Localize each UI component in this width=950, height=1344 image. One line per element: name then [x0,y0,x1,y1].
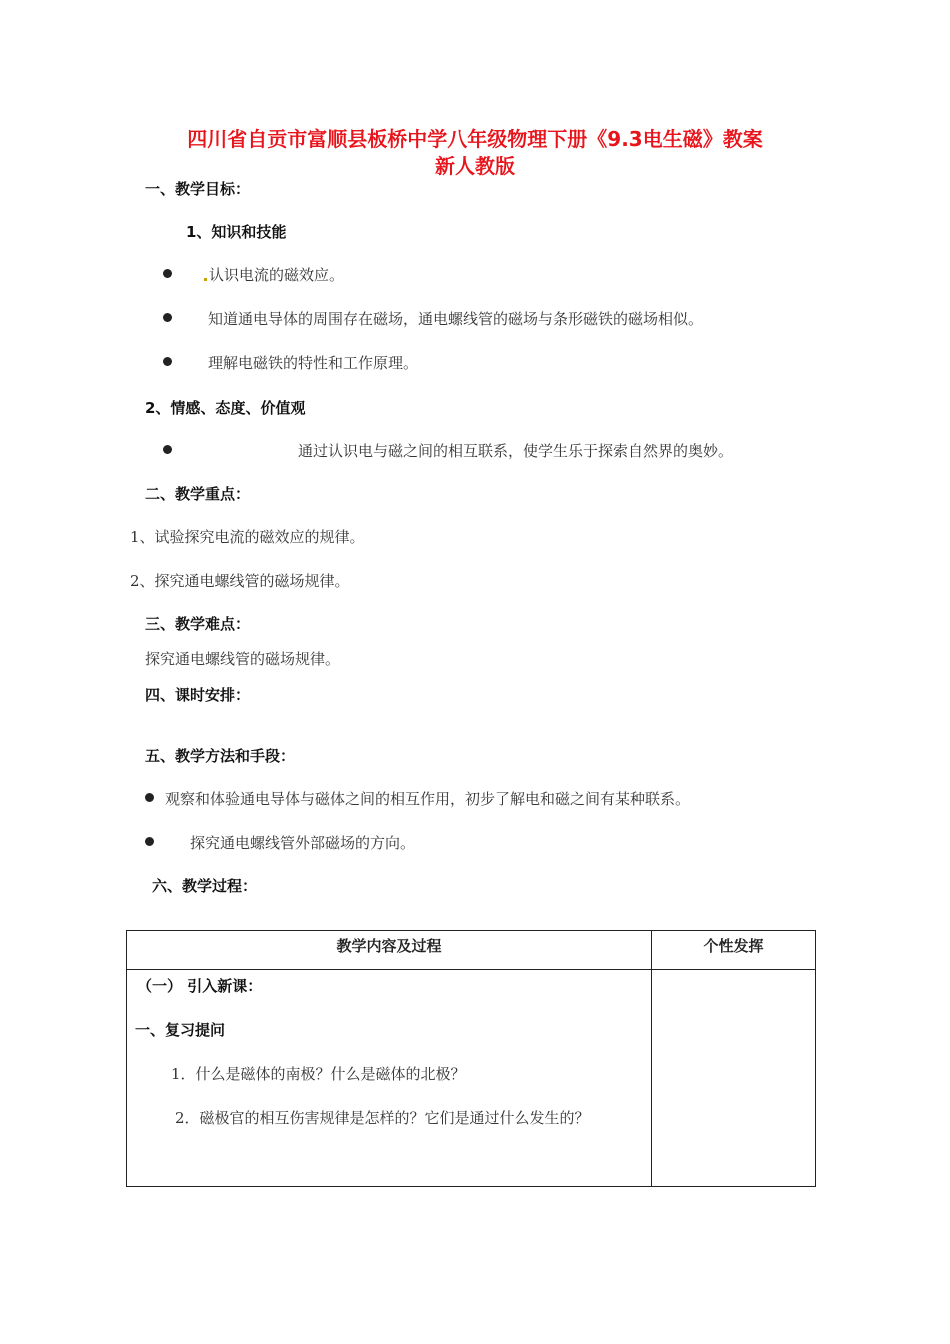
section-5-heading: 五、教学方法和手段： [145,747,296,765]
section-1-heading: 一、教学目标： [145,180,251,198]
table-header-personal: 个性发挥 [652,931,816,970]
part-intro-heading: （一） 引入新课： [137,977,263,995]
table-personal-cell [652,970,816,1187]
review-heading: 一、复习提问 [135,1021,226,1039]
attitude-item-1: 通过认识电与磁之间的相互联系，使学生乐于探索自然界的奥妙。 [298,442,734,460]
bullet-icon [145,837,154,846]
bullet-icon [163,357,172,366]
doc-title-line2: 新人教版 [435,154,515,178]
table-content-cell [127,970,652,1187]
bullet-icon [163,269,172,278]
review-question-1: 1．什么是磁体的南极？什么是磁体的北极？ [171,1065,466,1083]
key-point-1: 1、试验探究电流的磁效应的规律。 [130,528,365,546]
objective-item-2: 知道通电导体的周围存在磁场，通电螺线管的磁场与条形磁铁的磁场相似。 [208,310,704,328]
subsection-attitude-heading: 2、情感、态度、价值观 [145,399,306,417]
key-point-2: 2、探究通电螺线管的磁场规律。 [130,572,350,590]
review-question-2: 2．磁极官的相互伤害规律是怎样的？它们是通过什么发生的？ [175,1109,590,1127]
objective-item-1: 认识电流的磁效应。 [204,264,344,285]
marker-dot-icon [204,278,207,281]
subsection-knowledge-heading: 1、知识和技能 [186,223,287,241]
doc-title-line1: 四川省自贡市富顺县板桥中学八年级物理下册《9.3电生磁》教案 [187,127,763,151]
bullet-icon [163,313,172,322]
method-item-1: 观察和体验通电导体与磁体之间的相互作用，初步了解电和磁之间有某种联系。 [165,790,691,808]
bullet-icon [145,793,154,802]
section-2-heading: 二、教学重点： [145,485,251,503]
table-header-content: 教学内容及过程 [127,931,652,970]
difficulty-text: 探究通电螺线管的磁场规律。 [145,650,341,668]
method-item-2: 探究通电螺线管外部磁场的方向。 [190,834,416,852]
section-6-heading: 六、教学过程： [152,877,258,895]
bullet-icon [163,445,172,454]
section-3-heading: 三、教学难点： [145,615,251,633]
section-4-heading: 四、课时安排： [145,686,251,704]
objective-item-3: 理解电磁铁的特性和工作原理。 [208,354,419,372]
teaching-process-table [126,930,816,1187]
